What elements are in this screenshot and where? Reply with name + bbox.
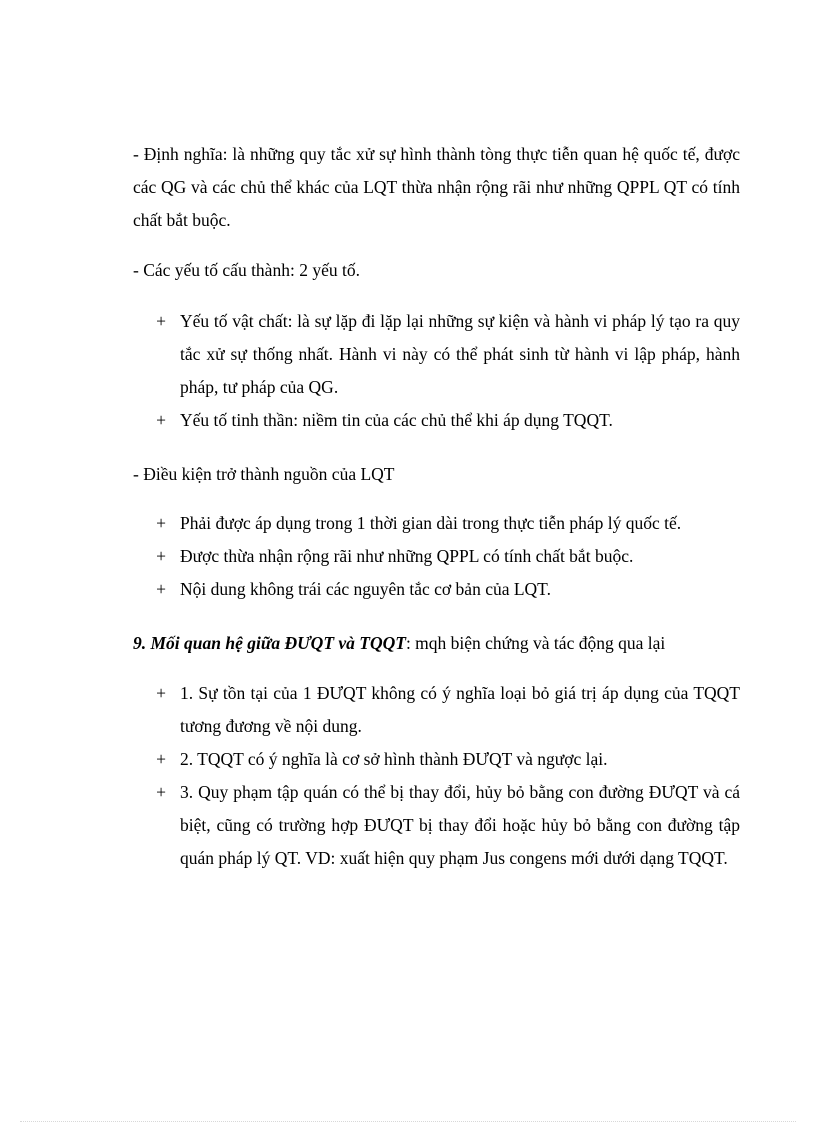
list-item (0, 305, 816, 404)
bullet-marker: + (156, 782, 166, 802)
page-bottom-rule (20, 1121, 796, 1122)
list-item-text: Được thừa nhận rộng rãi như những QPPL có tính chất bắt buộc. (180, 546, 634, 566)
elements-list (0, 305, 816, 437)
list-item (0, 743, 816, 776)
list-item-text: 2. TQQT có ý nghĩa là cơ sở hình thành ĐƯQT và ngược lại. (180, 749, 608, 769)
section-9-list (0, 677, 816, 875)
list-item (0, 776, 816, 875)
bullet-marker: + (156, 410, 166, 430)
conditions-heading: - Điều kiện trở thành nguồn của LQT (133, 464, 395, 484)
list-item-text: 3. Quy phạm tập quán có thể bị thay đổi, hủy bỏ bằng con đường ĐƯQT và cá biệt, cũng có trường hợp ĐƯQT bị thay đổi hoặc hủy bỏ bằng con đường tập quán pháp lý QT. VD: xuất hiện quy phạm Jus congens mới dưới dạng TQQT. (180, 782, 740, 868)
section-9-subtitle: : mqh biện chứng và tác động qua lại (405, 633, 666, 653)
definition-paragraph: - Định nghĩa: là những quy tắc xử sự hình thành tòng thực tiễn quan hệ quốc tế, được các QG và các chủ thể khác của LQT thừa nhận rộng rãi như những QPPL QT có tính chất bắt buộc. (133, 144, 740, 230)
bullet-marker: + (156, 579, 166, 599)
list-item-text: Yếu tố tinh thần: niềm tin của các chủ thể khi áp dụng TQQT. (180, 410, 613, 430)
list-item (0, 404, 816, 437)
section-9-title: 9. Mối quan hệ giữa ĐƯQT và TQQT (133, 633, 406, 653)
list-item-text: 1. Sự tồn tại của 1 ĐƯQT không có ý nghĩa loại bỏ giá trị áp dụng của TQQT tương đương về nội dung. (180, 683, 740, 736)
elements-heading: - Các yếu tố cấu thành: 2 yếu tố. (133, 260, 360, 280)
bullet-marker: + (156, 683, 166, 703)
conditions-list (0, 507, 816, 606)
list-item (0, 573, 816, 606)
bullet-marker: + (156, 546, 166, 566)
bullet-marker: + (156, 513, 166, 533)
list-item-text: Yếu tố vật chất: là sự lặp đi lặp lại những sự kiện và hành vi pháp lý tạo ra quy tắc xử sự thống nhất. Hành vi này có thể phát sinh từ hành vi lập pháp, hành pháp, tư pháp của QG. (180, 311, 740, 397)
bullet-marker: + (156, 749, 166, 769)
bullet-marker: + (156, 311, 166, 331)
list-item (0, 677, 816, 743)
list-item-text: Phải được áp dụng trong 1 thời gian dài trong thực tiễn pháp lý quốc tế. (180, 513, 682, 533)
list-item (0, 540, 816, 573)
list-item-text: Nội dung không trái các nguyên tắc cơ bản của LQT. (180, 579, 551, 599)
list-item (0, 507, 816, 540)
section-9-heading (133, 627, 740, 660)
